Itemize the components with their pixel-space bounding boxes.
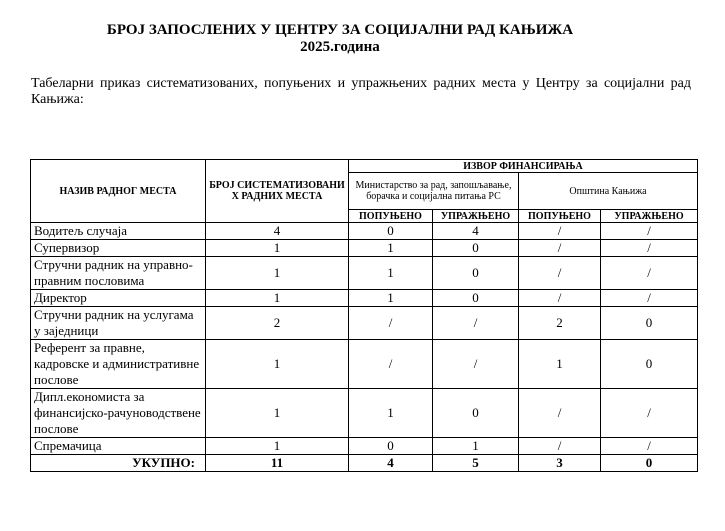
table-row xyxy=(31,340,698,389)
table-row xyxy=(31,223,698,240)
cell-municipality-filled: / xyxy=(519,240,601,257)
cell-position: Спремачица xyxy=(31,438,206,455)
cell-ministry-vacant: 0 xyxy=(433,240,519,257)
title-year: 2025.година xyxy=(300,39,380,55)
cell-position: Стручни радник на услугама у заједници xyxy=(31,307,206,340)
cell-position: Стручни радник на управно-правним пословима xyxy=(31,257,206,290)
cell-ministry-filled: 1 xyxy=(349,257,433,290)
cell-municipality-filled: / xyxy=(519,257,601,290)
cell-municipality-vacant: / xyxy=(601,223,698,240)
cell-ministry-filled: 1 xyxy=(349,290,433,307)
cell-municipality-vacant: / xyxy=(601,257,698,290)
cell-municipality-vacant: 0 xyxy=(601,307,698,340)
header-ministry: Министарство за рад, запошљавање, борачка и социјална питања РС xyxy=(349,173,519,210)
cell-ministry-vacant: / xyxy=(433,307,519,340)
header-position-name: НАЗИВ РАДНОГ МЕСТА xyxy=(31,160,206,223)
cell-municipality-vacant: / xyxy=(601,389,698,438)
cell-ministry-filled: 1 xyxy=(349,240,433,257)
cell-total-municipality-vacant: 0 xyxy=(601,455,698,472)
cell-count: 1 xyxy=(206,290,349,307)
header-ministry-filled: ПОПУЊЕНО xyxy=(349,210,433,223)
cell-count: 1 xyxy=(206,240,349,257)
cell-municipality-vacant: / xyxy=(601,240,698,257)
cell-position: Директор xyxy=(31,290,206,307)
cell-total-count: 11 xyxy=(206,455,349,472)
cell-total-ministry-filled: 4 xyxy=(349,455,433,472)
document-title xyxy=(60,22,620,56)
table-row xyxy=(31,240,698,257)
cell-total-ministry-vacant: 5 xyxy=(433,455,519,472)
cell-count: 1 xyxy=(206,389,349,438)
cell-count: 1 xyxy=(206,438,349,455)
title-line: БРОЈ ЗАПОСЛЕНИХ У ЦЕНТРУ ЗА СОЦИЈАЛНИ РАД КАЊИЖА xyxy=(106,22,574,38)
cell-municipality-filled: / xyxy=(519,223,601,240)
header-ministry-vacant: УПРАЖЊЕНО xyxy=(433,210,519,223)
cell-ministry-vacant: 4 xyxy=(433,223,519,240)
cell-ministry-vacant: 0 xyxy=(433,290,519,307)
cell-ministry-vacant: 0 xyxy=(433,257,519,290)
cell-municipality-vacant: / xyxy=(601,438,698,455)
cell-position: Дипл.економиста за финансијско-рачуноводствене послове xyxy=(31,389,206,438)
cell-ministry-vacant: 1 xyxy=(433,438,519,455)
table-row xyxy=(31,290,698,307)
cell-municipality-filled: / xyxy=(519,389,601,438)
cell-total-municipality-filled: 3 xyxy=(519,455,601,472)
cell-count: 1 xyxy=(206,340,349,389)
table-row xyxy=(31,389,698,438)
cell-municipality-filled: / xyxy=(519,290,601,307)
table-row xyxy=(31,307,698,340)
intro-paragraph: Табеларни приказ систематизованих, попуњених и упражњених радних места у Центру за социјални рад Кањижа: xyxy=(31,76,691,107)
cell-municipality-vacant: / xyxy=(601,290,698,307)
cell-count: 2 xyxy=(206,307,349,340)
table-row xyxy=(31,257,698,290)
cell-ministry-filled: / xyxy=(349,307,433,340)
cell-position: Супервизор xyxy=(31,240,206,257)
cell-municipality-filled: 2 xyxy=(519,307,601,340)
header-municipality-vacant: УПРАЖЊЕНО xyxy=(601,210,698,223)
cell-ministry-vacant: / xyxy=(433,340,519,389)
header-funding-source: ИЗВОР ФИНАНСИРАЊА xyxy=(349,160,698,173)
cell-total-label: УКУПНО: xyxy=(31,455,206,472)
cell-municipality-filled: / xyxy=(519,438,601,455)
header-municipality-filled: ПОПУЊЕНО xyxy=(519,210,601,223)
cell-count: 4 xyxy=(206,223,349,240)
cell-ministry-filled: / xyxy=(349,340,433,389)
staff-table xyxy=(30,159,698,472)
cell-municipality-vacant: 0 xyxy=(601,340,698,389)
cell-position: Водитељ случаја xyxy=(31,223,206,240)
cell-ministry-filled: 1 xyxy=(349,389,433,438)
cell-municipality-filled: 1 xyxy=(519,340,601,389)
cell-count: 1 xyxy=(206,257,349,290)
cell-ministry-filled: 0 xyxy=(349,223,433,240)
cell-ministry-vacant: 0 xyxy=(433,389,519,438)
total-row xyxy=(31,455,698,472)
cell-position: Референт за правне, кадровске и административне послове xyxy=(31,340,206,389)
header-municipality: Општина Кањижа xyxy=(519,173,698,210)
table-row xyxy=(31,438,698,455)
header-systematized-count: БРОЈ СИСТЕМАТИЗОВАНИ Х РАДНИХ МЕСТА xyxy=(206,160,349,223)
cell-ministry-filled: 0 xyxy=(349,438,433,455)
